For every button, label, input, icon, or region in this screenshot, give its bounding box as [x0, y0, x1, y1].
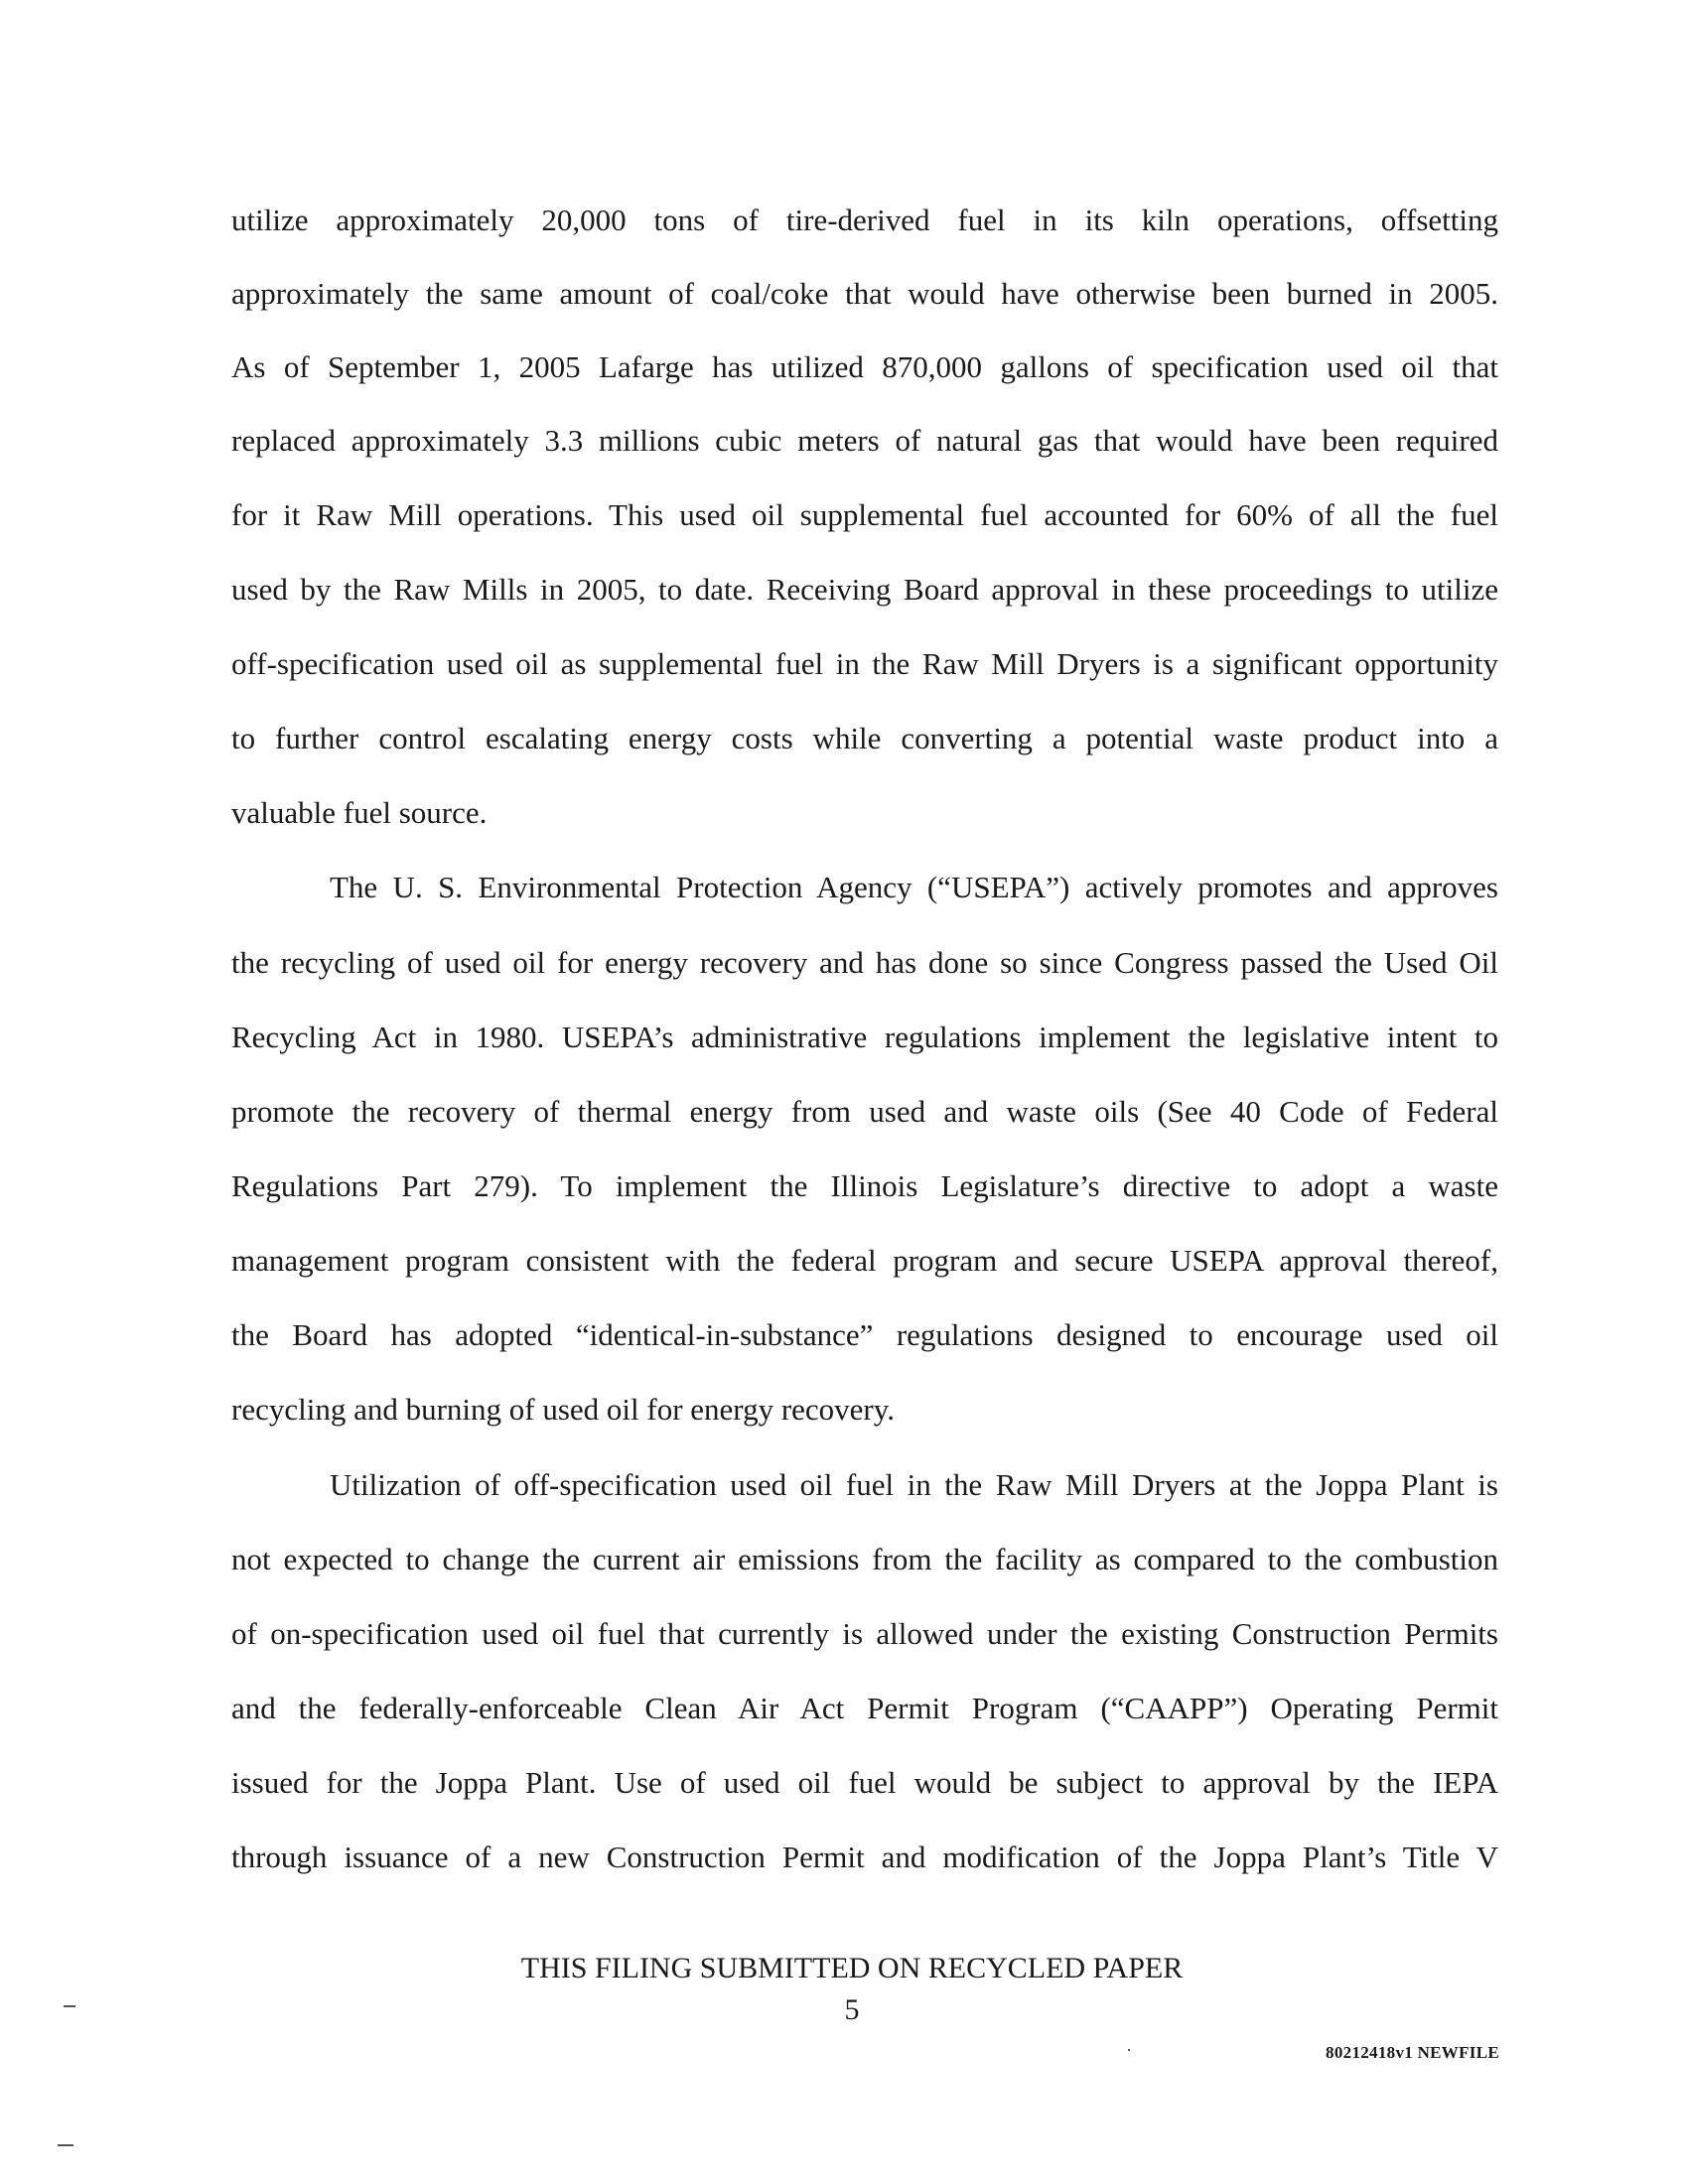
body-text-line: promote the recovery of thermal energy from used and waste oils (See 40 Code of Federal	[231, 1094, 1498, 1129]
body-text-line: used by the Raw Mills in 2005, to date. Receiving Board approval in these proceedings to utilize	[231, 572, 1498, 607]
scan-mark	[58, 2144, 73, 2146]
body-text-line: Recycling Act in 1980. USEPA’s administrative regulations implement the legislative intent to	[231, 1020, 1498, 1054]
body-text-line: replaced approximately 3.3 millions cubic meters of natural gas that would have been required	[231, 423, 1498, 458]
paragraph-first-line: Utilization of off-specification used oil fuel in the Raw Mill Dryers at the Joppa Plant is	[330, 1467, 1498, 1502]
body-text-line: through issuance of a new Construction Permit and modification of the Joppa Plant’s Title V	[231, 1840, 1498, 1874]
page-number: 5	[844, 1993, 860, 2026]
body-text-line: utilize approximately 20,000 tons of tire-derived fuel in its kiln operations, offsetting	[231, 203, 1498, 237]
body-text-line: to further control escalating energy costs while converting a potential waste product into a	[231, 721, 1498, 755]
body-text-line: and the federally-enforceable Clean Air Act Permit Program (“CAAPP”) Operating Permit	[231, 1691, 1498, 1725]
paragraph-first-line: The U. S. Environmental Protection Agency (“USEPA”) actively promotes and approves	[330, 870, 1498, 904]
body-text-line: recycling and burning of used oil for energy recovery.	[231, 1392, 895, 1427]
body-text-line: off-specification used oil as supplemental fuel in the Raw Mill Dryers is a significant opportunity	[231, 646, 1498, 681]
body-text-line: of on-specification used oil fuel that currently is allowed under the existing Construction Permits	[231, 1616, 1498, 1651]
body-text-line: the Board has adopted “identical-in-substance” regulations designed to encourage used oil	[231, 1317, 1498, 1352]
body-text-line: management program consistent with the federal program and secure USEPA approval thereof,	[231, 1243, 1498, 1278]
scan-mark	[1128, 2049, 1130, 2051]
body-text-line: approximately the same amount of coal/coke that would have otherwise been burned in 2005.	[231, 276, 1498, 311]
body-text-line: the recycling of used oil for energy recovery and has done so since Congress passed the Used Oil	[231, 945, 1498, 980]
body-text-line: As of September 1, 2005 Lafarge has utilized 870,000 gallons of specification used oil that	[231, 349, 1498, 384]
body-text-line: for it Raw Mill operations. This used oil supplemental fuel accounted for 60% of all the fuel	[231, 497, 1498, 532]
body-text-line: Regulations Part 279). To implement the Illinois Legislature’s directive to adopt a waste	[231, 1168, 1498, 1203]
document-id: 80212418v1 NEWFILE	[1326, 2043, 1499, 2062]
body-text-line: valuable fuel source.	[231, 795, 488, 830]
body-text-line: not expected to change the current air emissions from the facility as compared to the combustion	[231, 1542, 1498, 1576]
recycled-paper-notice: THIS FILING SUBMITTED ON RECYCLED PAPER	[520, 1952, 1184, 1984]
body-text-line: issued for the Joppa Plant. Use of used oil fuel would be subject to approval by the IEPA	[231, 1765, 1498, 1800]
scan-mark	[64, 2005, 75, 2007]
